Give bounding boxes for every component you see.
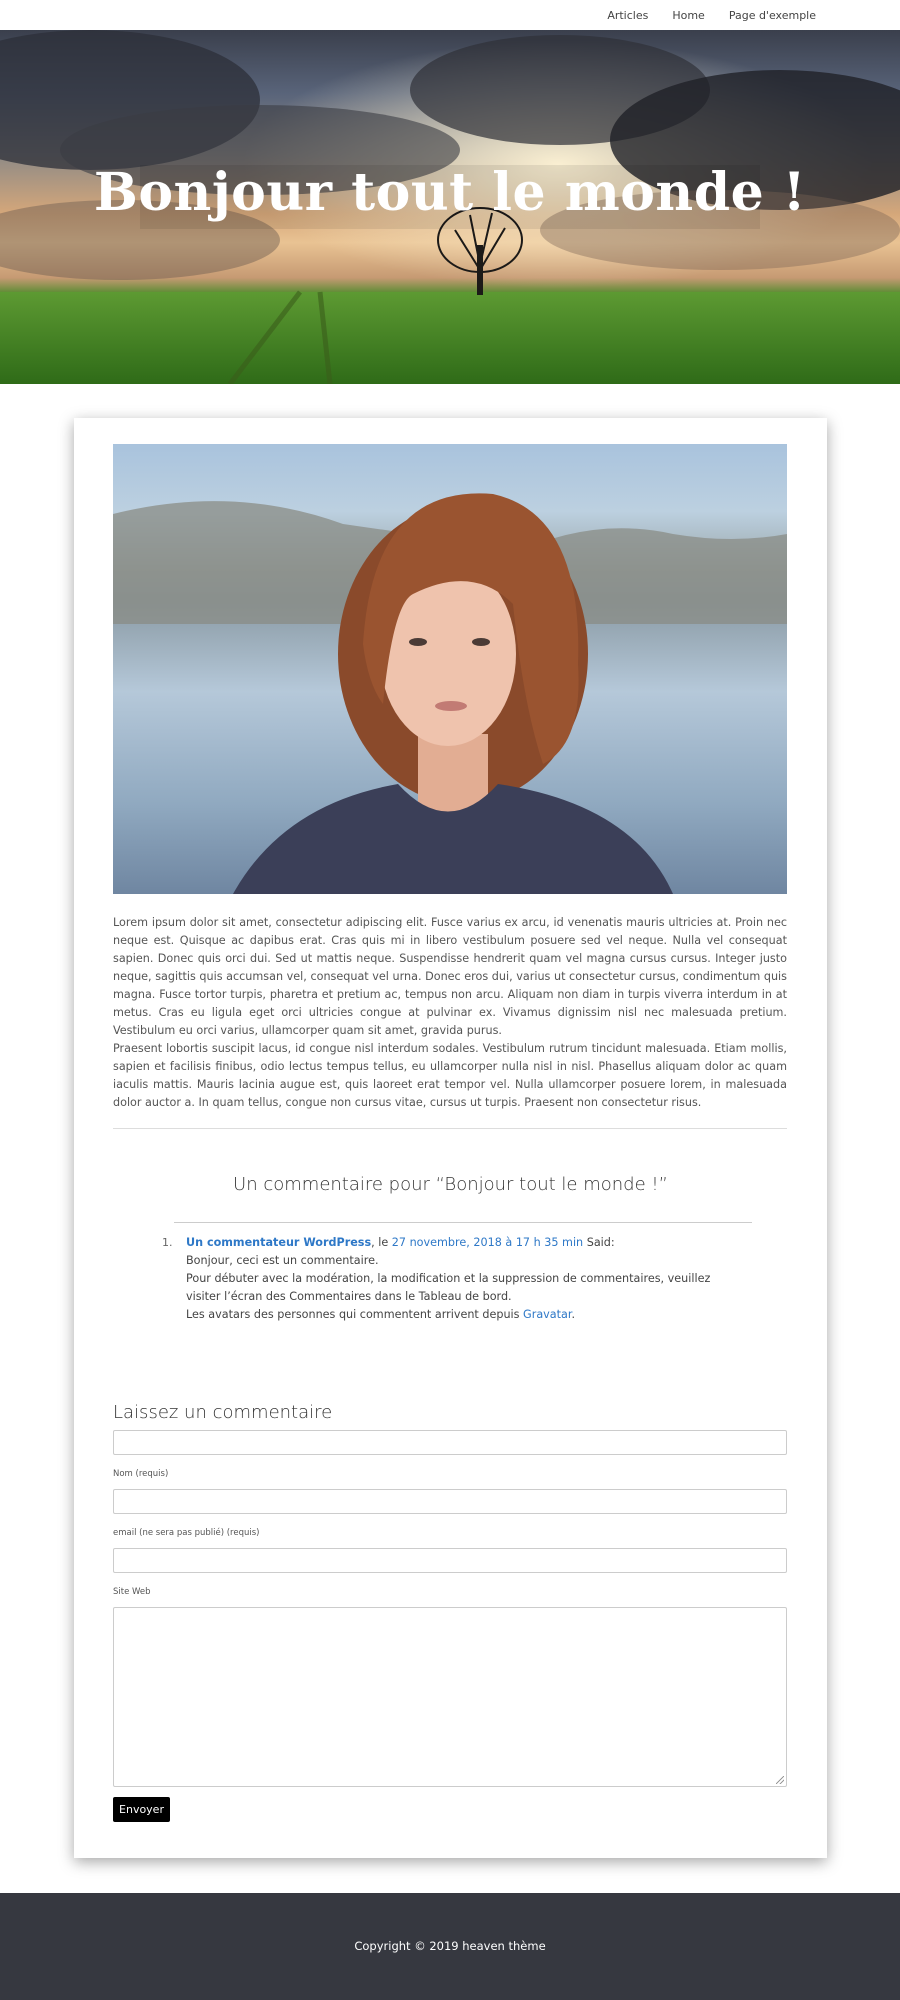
- nav-item-articles[interactable]: Articles: [607, 8, 649, 22]
- website-input[interactable]: [113, 1548, 787, 1573]
- submit-comment-button[interactable]: Envoyer: [113, 1797, 170, 1822]
- comment-date-link[interactable]: 27 novembre, 2018 à 17 h 35 min: [391, 1236, 584, 1249]
- resize-handle[interactable]: [776, 1776, 784, 1784]
- nav-item-sample-page[interactable]: Page d'exemple: [728, 8, 816, 22]
- divider: [174, 1222, 752, 1223]
- comment-meta: [186, 1234, 746, 1252]
- portrait-illustration: [113, 444, 787, 894]
- top-navbar: [0, 0, 900, 30]
- featured-image: [113, 444, 787, 894]
- comment-textarea[interactable]: [113, 1607, 787, 1787]
- comment-form-title: Laissez un commentaire: [113, 1402, 333, 1423]
- post-paragraph: Praesent lobortis suscipit lacus, id congue nisl interdum sodales. Vestibulum rutrum tincidunt malesuada. Etiam mollis, sapien et facilisis finibus, odio lectus tempus tellus, eu ullamcorper nulla nisl in nisl. Phasellus aliquam dolor ac quam iaculis mattis. Mauris lacinia augue est, quis laoreet erat tempor vel. Nulla ullamcorper posuere lorem, in malesuada dolor auctor a. In quam tellus, congue non cursus vitae, cursus ut turpis. Praesent non consectetur risus.: [113, 1042, 787, 1109]
- comment-said: Said:: [583, 1236, 615, 1249]
- main-menu: [607, 0, 816, 30]
- comment-text-line: [186, 1306, 746, 1324]
- comment-text-suffix: .: [571, 1308, 576, 1321]
- gravatar-link[interactable]: Gravatar: [523, 1308, 572, 1321]
- comment-text-line: Pour débuter avec la modération, la modification et la suppression de commentaires, veuillez visiter l’écran des Commentaires dans le Tableau de bord.: [186, 1272, 711, 1303]
- page-title: Bonjour tout le monde !: [93, 162, 807, 223]
- post-content: [113, 914, 787, 1112]
- divider: [113, 1128, 787, 1129]
- site-footer: [0, 1893, 900, 2000]
- comment-date-prefix: , le: [371, 1236, 392, 1249]
- post-card: [74, 418, 827, 1858]
- email-label: email (ne sera pas publié) (requis): [113, 1528, 260, 1538]
- hero-banner: [0, 30, 900, 384]
- name-label: Nom (requis): [113, 1469, 169, 1479]
- name-input[interactable]: [113, 1430, 787, 1455]
- website-label: Site Web: [113, 1587, 151, 1597]
- email-input[interactable]: [113, 1489, 787, 1514]
- comment-item: [162, 1234, 746, 1324]
- comment-author-link[interactable]: Un commentateur WordPress: [186, 1236, 372, 1249]
- comments-title: Un commentaire pour “Bonjour tout le monde !”: [233, 1174, 668, 1195]
- comment-text-line: Bonjour, ceci est un commentaire.: [186, 1254, 379, 1267]
- post-paragraph: Lorem ipsum dolor sit amet, consectetur adipiscing elit. Fusce varius ex arcu, id venenatis mauris ultricies at. Proin nec neque est. Quisque ac dapibus erat. Cras quis mi in libero vestibulum posuere sed vel neque. Nulla vel consequat sapien. Donec quis orci dui. Sed ut mattis neque. Suspendisse hendrerit quam vel magna cursus cursus. Integer justo neque, sagittis quis accumsan vel, consequat vel urna. Donec eros dui, varius ut consectetur cursus, condimentum quis magna. Fusce tortor turpis, pharetra et pretium ac, tempus non arcu. Aliquam non diam in turpis viverra interdum in at metus. Cras eu ligula eget orci ultricies congue at pulvinar ex. Vivamus dignissim nisl nec malesuada pretium. Vestibulum eu orci varius, ullamcorper quam sit amet, gravida purus.: [113, 916, 787, 1037]
- copyright-text: Copyright © 2019 heaven thème: [354, 1939, 546, 1953]
- comment-text-prefix: Les avatars des personnes qui commentent arrivent depuis: [186, 1308, 524, 1321]
- nav-item-home[interactable]: Home: [672, 8, 705, 22]
- comment-number: 1.: [162, 1236, 173, 1249]
